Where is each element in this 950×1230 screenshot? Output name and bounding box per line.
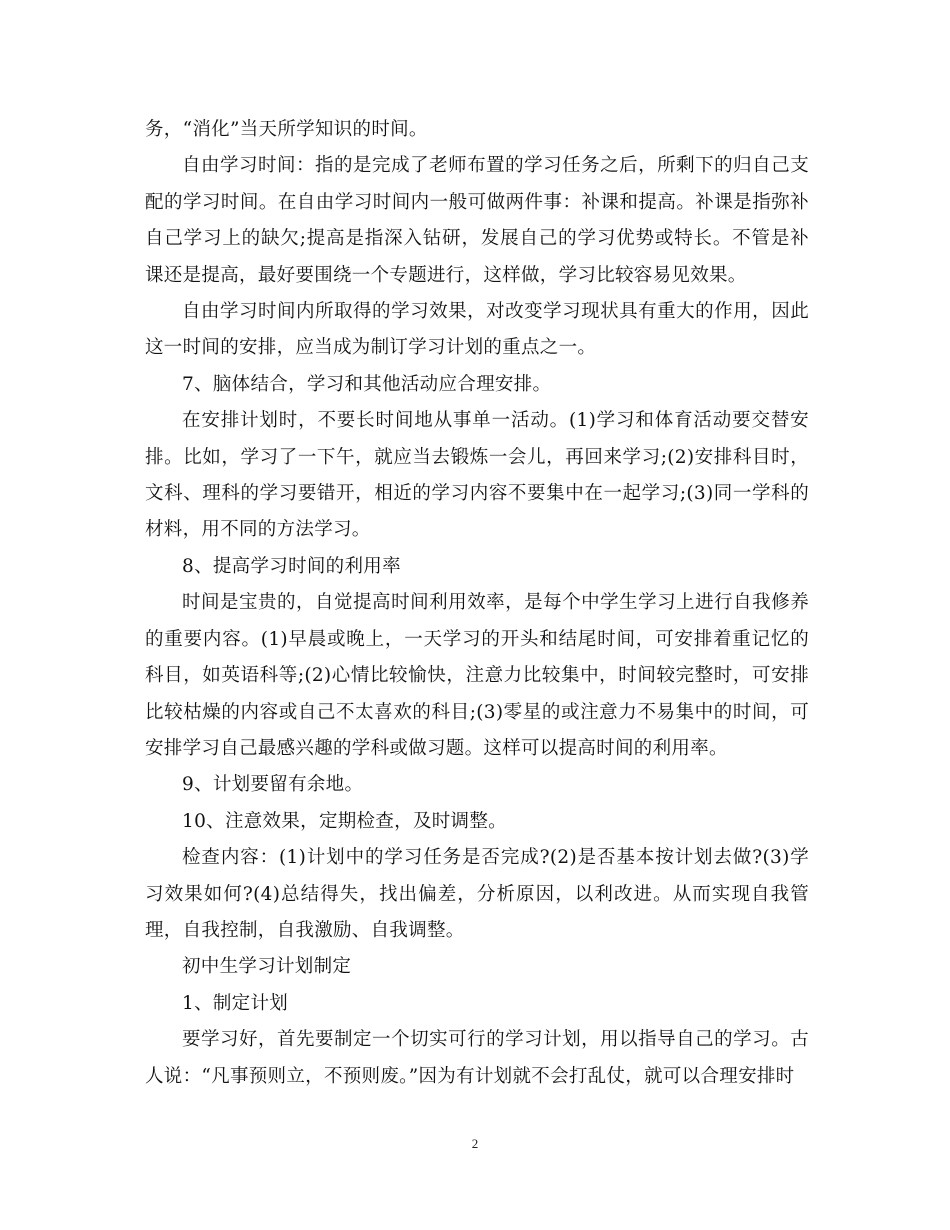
section-heading: 初中生学习计划制定 bbox=[182, 956, 352, 978]
paragraph-item-1: 要学习好，首先要制定一个切实可行的学习计划，用以指导自己的学习。古人说：“凡事预则立，不预则废。”因为有计划就不会打乱仗，就可以合理安排时 bbox=[145, 1029, 809, 1087]
heading-item-9: 9、计划要留有余地。 bbox=[182, 774, 364, 796]
paragraph-continuation: 务，“消化”当天所学知识的时间。 bbox=[145, 119, 428, 140]
page-number: 2 bbox=[471, 1136, 479, 1151]
body-text bbox=[145, 112, 809, 1095]
paragraph-free-study-time: 自由学习时间：指的是完成了老师布置的学习任务之后，所剩下的归自己支配的学习时间。在自由学习时间内一般可做两件事：补课和提高。补课是指弥补自己学习上的缺欠;提高是指深入钻研，发展自己的学习优势或特长。不管是补课还是提高，最好要围绕一个专题进行，这样做，学习比较容易见效果。 bbox=[145, 155, 809, 286]
paragraph-item-7: 在安排计划时，不要长时间地从事单一活动。(1)学习和体育活动要交替安排。比如，学习了一下午，就应当去锻炼一会儿，再回来学习;(2)安排科目时，文科、理科的学习要错开，相近的学习内容不要集中在一起学习;(3)同一学科的材料，用不同的方法学习。 bbox=[145, 410, 809, 541]
heading-item-1: 1、制定计划 bbox=[182, 992, 289, 1014]
paragraph-item-8: 时间是宝贵的，自觉提高时间利用效率，是每个中学生学习上进行自我修养的重要内容。(1)早晨或晚上，一天学习的开头和结尾时间，可安排着重记忆的科目，如英语科等;(2)心情比较愉快，注意力比较集中，时间较完整时，可安排比较枯燥的内容或自己不太喜欢的科目;(3)零星的或注意力不易集中的时间，可安排学习自己最感兴趣的学科或做习题。这样可以提高时间的利用率。 bbox=[145, 592, 809, 759]
paragraph-free-study-effect: 自由学习时间内所取得的学习效果，对改变学习现状具有重大的作用，因此这一时间的安排，应当成为制订学习计划的重点之一。 bbox=[145, 301, 809, 359]
paragraph-item-10: 检查内容：(1)计划中的学习任务是否完成?(2)是否基本按计划去做?(3)学习效果如何?(4)总结得失，找出偏差，分析原因，以利改进。从而实现自我管理，自我控制，自我激励、自我调整。 bbox=[145, 847, 809, 941]
heading-item-7: 7、脑体结合，学习和其他活动应合理安排。 bbox=[182, 373, 552, 395]
heading-item-8: 8、提高学习时间的利用率 bbox=[182, 555, 401, 577]
heading-item-10: 10、注意效果，定期检查，及时调整。 bbox=[182, 810, 507, 832]
